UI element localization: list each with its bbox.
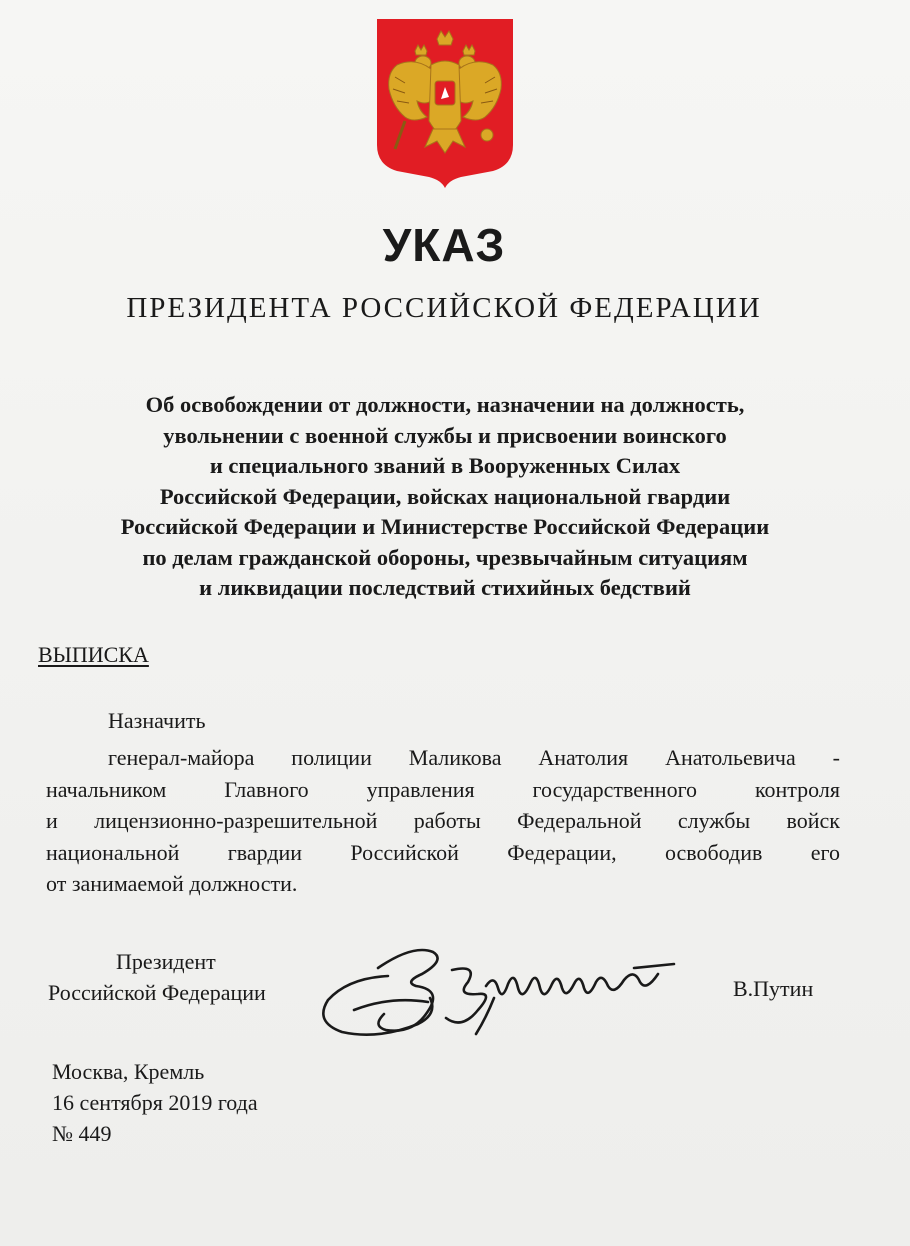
body-line: национальной гвардии Российской Федерации, освободив его bbox=[46, 839, 840, 865]
heading-line: Об освобождении от должности, назначении на должность, bbox=[145, 392, 745, 417]
decree-number: № 449 bbox=[52, 1121, 112, 1146]
decree-body bbox=[46, 742, 840, 900]
document-title: УКАЗ bbox=[382, 219, 506, 271]
heading-line: и ликвидации последствий стихийных бедствий bbox=[199, 575, 691, 600]
body-line: генерал-майора полиции Маликова Анатолия Анатольевича - bbox=[108, 745, 840, 770]
decree-heading bbox=[20, 390, 870, 604]
place-date-number bbox=[52, 1056, 258, 1149]
extract-label: ВЫПИСКА bbox=[38, 642, 149, 667]
signatory-title-line: Президент bbox=[116, 949, 216, 974]
heading-line: и специального званий в Вооруженных Силах bbox=[209, 453, 681, 478]
heading-line: Российской Федерации, войсках национальной гвардии bbox=[159, 483, 731, 509]
body-line: от занимаемой должности. bbox=[46, 871, 298, 896]
signing-date: 16 сентября 2019 года bbox=[52, 1090, 258, 1115]
appoint-label: Назначить bbox=[108, 708, 206, 733]
signer-name: В.Путин bbox=[733, 976, 814, 1001]
signing-place: Москва, Кремль bbox=[52, 1059, 205, 1084]
body-line: начальником Главного управления государственного контроля bbox=[46, 776, 840, 802]
body-line: и лицензионно-разрешительной работы Федеральной службы войск bbox=[46, 808, 840, 833]
coat-of-arms-icon bbox=[375, 17, 515, 189]
heading-line: увольнении с военной службы и присвоении воинского bbox=[163, 422, 727, 448]
signatory-title bbox=[48, 946, 266, 1008]
handwritten-signature bbox=[318, 938, 680, 1042]
signatory-title-line: Российской Федерации bbox=[48, 980, 266, 1005]
document-subtitle: ПРЕЗИДЕНТА РОССИЙСКОЙ ФЕДЕРАЦИИ bbox=[126, 292, 762, 324]
heading-line: по делам гражданской обороны, чрезвычайным ситуациям bbox=[142, 544, 748, 570]
heading-line: Российской Федерации и Министерстве Российской Федерации bbox=[120, 514, 770, 539]
